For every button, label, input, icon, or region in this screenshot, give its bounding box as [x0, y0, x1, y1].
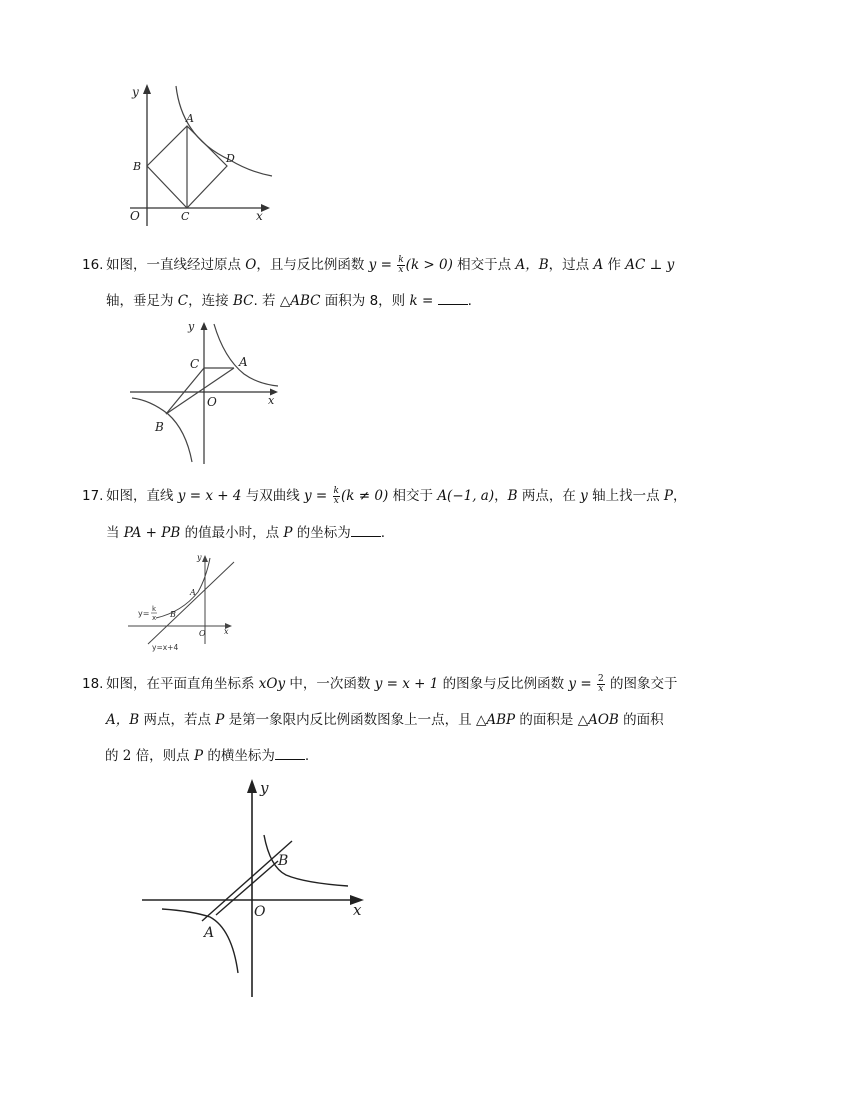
math: A，B — [515, 257, 549, 273]
answer-blank[interactable] — [275, 747, 305, 760]
text: 两点，在 — [521, 488, 576, 504]
question-number: 18. — [82, 676, 104, 692]
point-d-label: D — [226, 152, 235, 165]
origin-label: O — [199, 629, 206, 638]
fraction: $\frac{k}{x}$ — [333, 485, 340, 506]
text: . — [304, 748, 310, 764]
math: (k ≠ 0) — [341, 488, 389, 504]
text: 的横坐标为 — [207, 748, 275, 764]
text: . — [380, 525, 386, 541]
point-b-label: B — [278, 853, 289, 869]
hyperbola-label-x: x — [152, 614, 157, 622]
hyperbola-label: y= — [138, 609, 150, 618]
point-b-label: B — [155, 420, 164, 434]
text: ，且与反比例函数 — [256, 257, 365, 273]
question-number: 16. — [82, 257, 104, 273]
text: 轴，垂足为 — [106, 293, 174, 309]
math: xOy — [258, 676, 286, 692]
math: AC ⊥ y — [625, 257, 675, 273]
math: A(−1, a) — [437, 488, 495, 504]
math: k = — [409, 293, 434, 309]
figure-q18 — [140, 775, 380, 1000]
hyperbola-label-k: k — [152, 605, 157, 613]
point-c-label: C — [190, 357, 200, 371]
text: 面积为 8，则 — [324, 293, 406, 309]
math: O — [245, 257, 257, 273]
math: P — [283, 525, 293, 541]
origin-label: O — [130, 209, 140, 223]
text: 轴上找一点 — [592, 488, 660, 504]
point-c-label: C — [181, 210, 190, 223]
figure-q17 — [126, 552, 240, 652]
text: 是第一象限内反比例函数图象上一点，且 — [228, 712, 472, 728]
math: B — [507, 488, 518, 504]
point-b-label: B — [133, 160, 142, 173]
point-b-label: B — [170, 610, 176, 619]
math: P — [215, 712, 225, 728]
text: ， — [672, 488, 687, 504]
math: y — [580, 488, 588, 504]
math: A，B — [106, 712, 140, 728]
text: 的 — [105, 748, 119, 764]
text: . 若 — [253, 293, 276, 309]
math: 2 — [122, 748, 132, 764]
math: y = x + 1 — [374, 676, 439, 692]
math: y = — [304, 488, 328, 504]
axis-x-label: x — [353, 901, 362, 919]
answer-blank[interactable] — [438, 292, 468, 305]
text: 倍，则点 — [135, 748, 190, 764]
axis-x-label: x — [224, 627, 229, 636]
text: 与双曲线 — [245, 488, 300, 504]
origin-label: O — [254, 904, 266, 920]
text: 的面积是 — [519, 712, 574, 728]
point-a-label: A — [239, 355, 248, 369]
math: C — [177, 293, 189, 309]
axis-y-label: y — [132, 85, 139, 99]
text: 两点，若点 — [143, 712, 211, 728]
point-a-label: A — [186, 112, 194, 125]
text: ，过点 — [548, 257, 590, 273]
axis-y-label: y — [197, 553, 202, 562]
text: 的坐标为 — [296, 525, 351, 541]
axis-x-label: x — [256, 209, 263, 223]
text: 的图象与反比例函数 — [442, 676, 565, 692]
text: 相交于 — [392, 488, 434, 504]
text: 作 — [607, 257, 621, 273]
text: . — [467, 293, 472, 309]
text: 如图，一直线经过原点 — [106, 257, 241, 273]
axis-y-label: y — [260, 779, 269, 797]
text: 如图，直线 — [106, 488, 174, 504]
text: 的面积 — [623, 712, 664, 728]
text: 的值最小时，点 — [184, 525, 280, 541]
figure-q15 — [120, 78, 280, 228]
answer-blank[interactable] — [351, 524, 381, 537]
math: △ABC — [279, 293, 321, 309]
math: P — [193, 748, 204, 764]
fraction: $\frac{k}{x}$ — [398, 254, 404, 275]
line-label: y=x+4 — [152, 643, 179, 652]
axis-y-label: y — [188, 320, 195, 333]
math: y = — [368, 257, 392, 273]
text: 当 — [106, 525, 120, 541]
math: y = — [568, 676, 592, 692]
math: △AOB — [577, 712, 619, 728]
math: (k > 0) — [405, 257, 453, 273]
math: △ABP — [475, 712, 516, 728]
math: BC — [232, 293, 254, 309]
math: P — [663, 488, 673, 504]
axis-x-label: x — [268, 394, 275, 407]
math: PA + PB — [123, 525, 181, 541]
text: 的图象交于 — [609, 676, 678, 692]
text: 相交于点 — [457, 257, 512, 273]
figure-q16 — [128, 318, 288, 466]
point-a-label: A — [190, 588, 196, 597]
math: y = x + 4 — [177, 488, 242, 504]
point-a-label: A — [204, 925, 215, 941]
text: 中，一次函数 — [289, 676, 371, 692]
text: ， — [494, 488, 508, 504]
text: ，连接 — [188, 293, 229, 309]
math: A — [593, 257, 604, 273]
origin-label: O — [207, 395, 217, 409]
fraction: $\frac{2}{x}$ — [597, 673, 604, 694]
question-number: 17. — [82, 488, 104, 504]
text: 如图，在平面直角坐标系 — [106, 676, 255, 692]
